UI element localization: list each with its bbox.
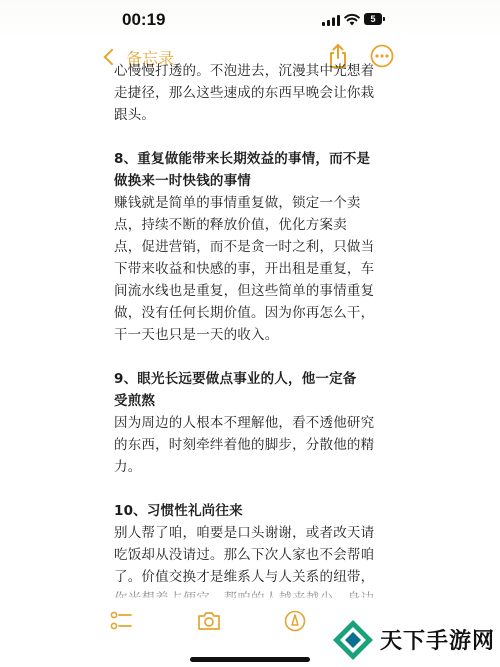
section-body-line: 吃饭却从没请过。那么下次人家也不会帮咱 (114, 547, 375, 563)
battery-level: 5 (370, 14, 376, 24)
status-time: 00:19 (122, 10, 166, 29)
intro-line: 心慢慢打透的。不泡进去，沉漫其中光想着 (114, 63, 375, 79)
section-body-line: 因为周边的人根本不理解他，看不透他研究 (114, 415, 375, 431)
intro-line: 走捷径，那么这些速成的东西早晚会让你栽 (114, 85, 375, 101)
camera-icon[interactable] (197, 610, 221, 632)
watermark-text: 天下手游网 (380, 629, 496, 654)
section-heading: 8、重复做能带来长期效益的事情，而不是 (114, 151, 371, 167)
back-label: 备忘录 (126, 48, 175, 68)
section-body-line: 了。价值交换才是维系人与人关系的纽带， (114, 569, 375, 585)
section-body-line: 的东西，时刻牵绊着他的脚步，分散他的精 (114, 437, 375, 453)
cellular-signal-icon (322, 15, 340, 26)
wifi-icon (344, 13, 360, 26)
site-watermark (320, 615, 500, 665)
section-body-line: 干一天也只是一天的收入。 (114, 327, 279, 343)
section-body-line: 力。 (114, 459, 142, 475)
note-body[interactable] (114, 60, 396, 595)
section-body-line: 做，没有任何长期价值。因为你再怎么干， (114, 305, 375, 321)
diamond-logo-icon (332, 619, 374, 661)
intro-line: 跟头。 (114, 107, 156, 123)
section-body-line: 别人帮了咱，咱要是口头谢谢，或者改天请 (114, 525, 375, 541)
section-body-line: 间流水线也是重复，但这些简单的事情重复 (114, 283, 375, 299)
section-heading: 10、习惯性礼尚往来 (114, 503, 243, 519)
home-indicator (190, 657, 310, 662)
status-bar (0, 0, 500, 40)
section-heading: 受煎熬 (114, 393, 156, 409)
section-body-line: 点，持续不断的释放价值，优化方案卖 (114, 217, 347, 233)
battery-icon (364, 13, 382, 25)
section-body-line: 点，促进营销，而不是贪一时之利，只做当 (114, 239, 375, 255)
pen-tip-icon[interactable] (284, 610, 306, 632)
section-body-line: 赚钱就是简单的事情重复做，锁定一个卖 (114, 195, 361, 211)
section-body-line: 下带来收益和快感的事，开出租是重复，车 (114, 261, 375, 277)
checklist-icon[interactable] (110, 610, 132, 632)
section-heading: 9、眼光长远要做点事业的人，他一定备 (114, 371, 357, 387)
section-heading: 做换来一时快钱的事情 (114, 173, 251, 189)
